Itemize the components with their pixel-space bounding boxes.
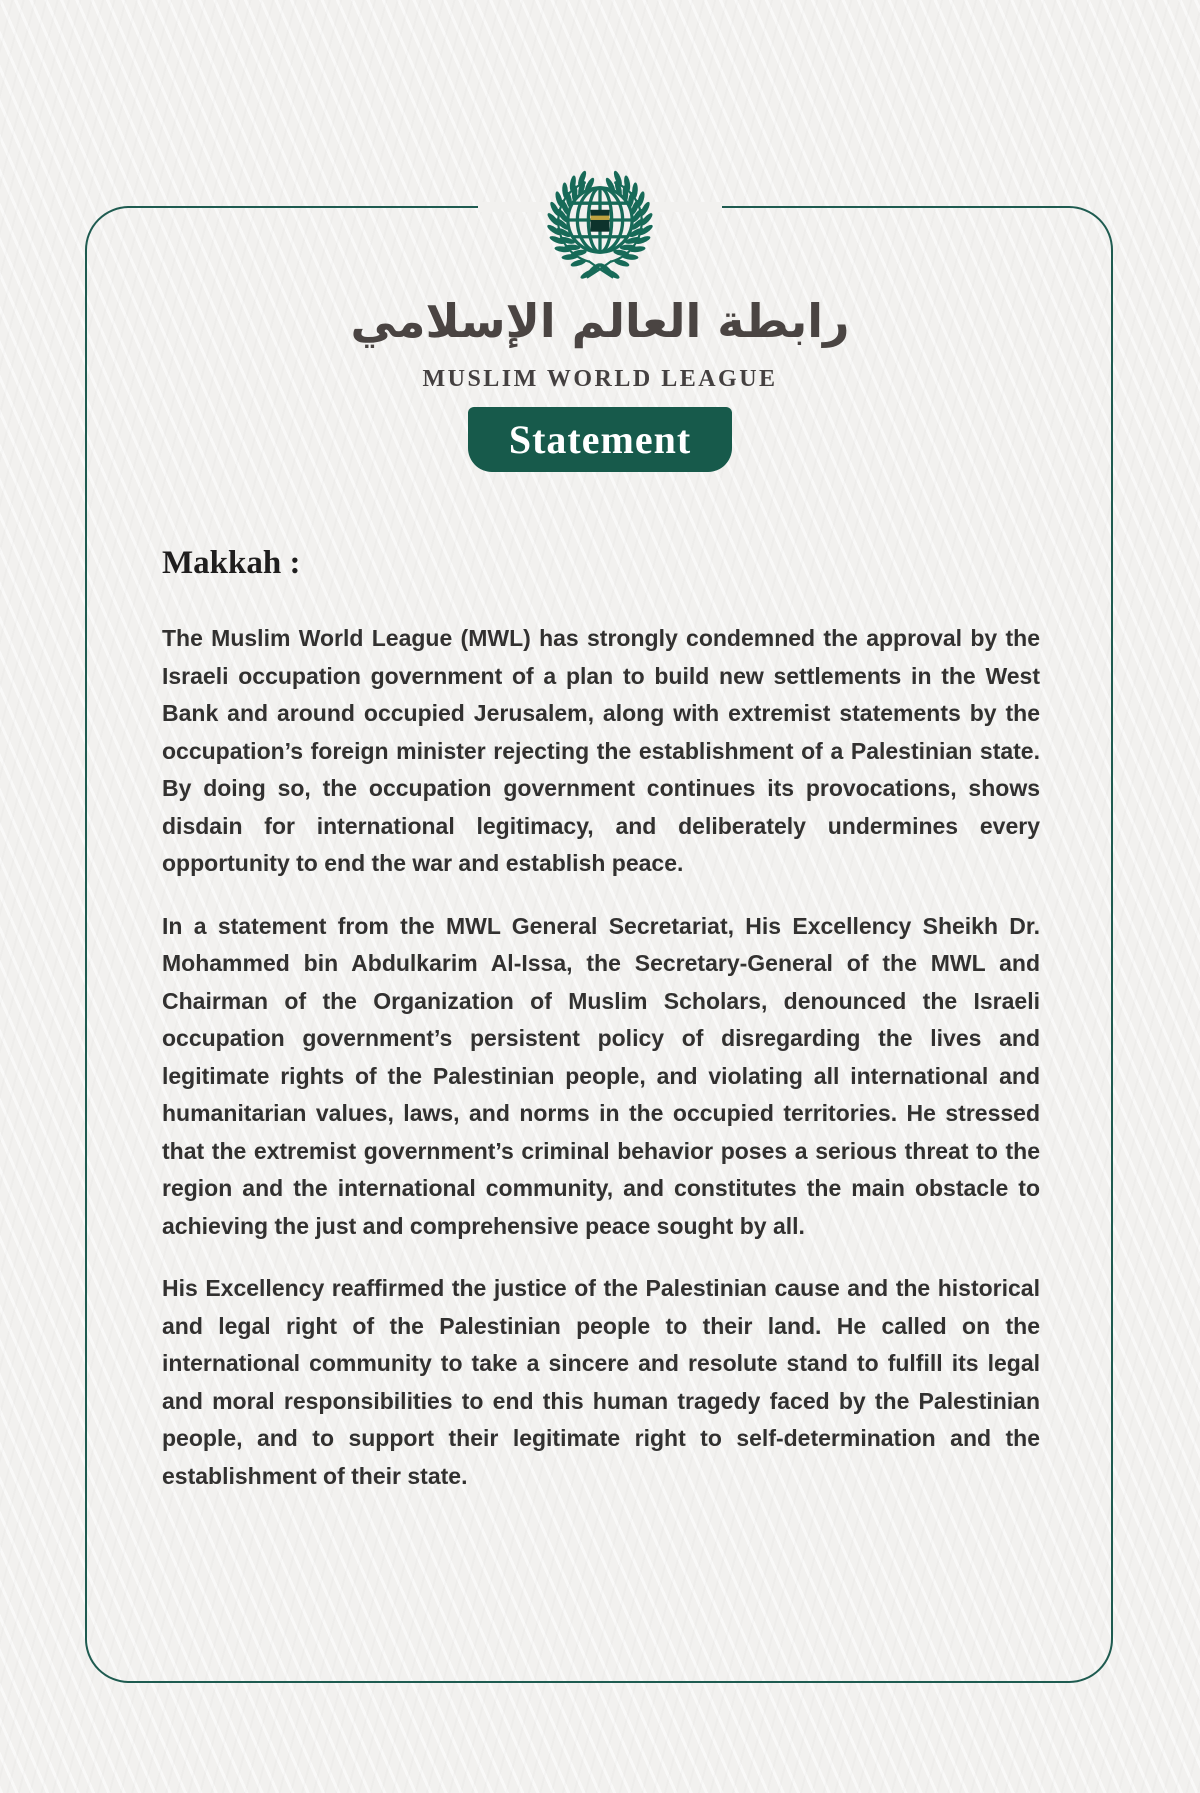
kaaba-icon (591, 210, 610, 232)
wreath-globe-icon (527, 160, 673, 288)
mwl-arabic-wordmark: رابطة العالم الإسلامي (350, 294, 850, 348)
dateline: Makkah : (162, 545, 301, 581)
mwl-emblem (0, 160, 1200, 293)
statement-body (162, 620, 1040, 1520)
mwl-wordmark: MUSLIM WORLD LEAGUE (422, 366, 778, 392)
statement-paragraph: In a statement from the MWL General Secretariat, His Excellency Sheikh Dr. Mohammed bin Abdulkarim Al-Issa, the Secretary-General of the MWL and Chairman of the Organization of Muslim Scholars, denounced the Israeli occupation government’s persistent policy of disregarding the lives and legitimate rights of the Palestinian people, and violating all international and humanitarian values, laws, and norms in the occupied territories. He stressed that the extremist government’s criminal behavior poses a serious threat to the region and the international community, and constitutes the main obstacle to achieving the just and comprehensive peace sought by all. (162, 912, 1040, 1239)
statement-banner (468, 407, 732, 472)
statement-banner-label: Statement (508, 417, 692, 462)
statement-paragraph: His Excellency reaffirmed the justice of the Palestinian cause and the historical and legal right of the Palestinian people to their land. He called on the international community to take a sincere and resolute stand to fulfill its legal and moral responsibilities to end this human tragedy faced by the Palestinian people, and to support their legitimate right to self-determination and the establishment of their state. (162, 1275, 1040, 1489)
statement-paragraph: The Muslim World League (MWL) has strongly condemned the approval by the Israeli occupation government of a plan to build new settlements in the West Bank and around occupied Jerusalem, along with extremist statements by the occupation’s foreign minister rejecting the establishment of a Palestinian state. By doing so, the occupation government continues its provocations, shows disdain for international legitimacy, and deliberately undermines every opportunity to end the war and establish peace. (162, 625, 1040, 876)
